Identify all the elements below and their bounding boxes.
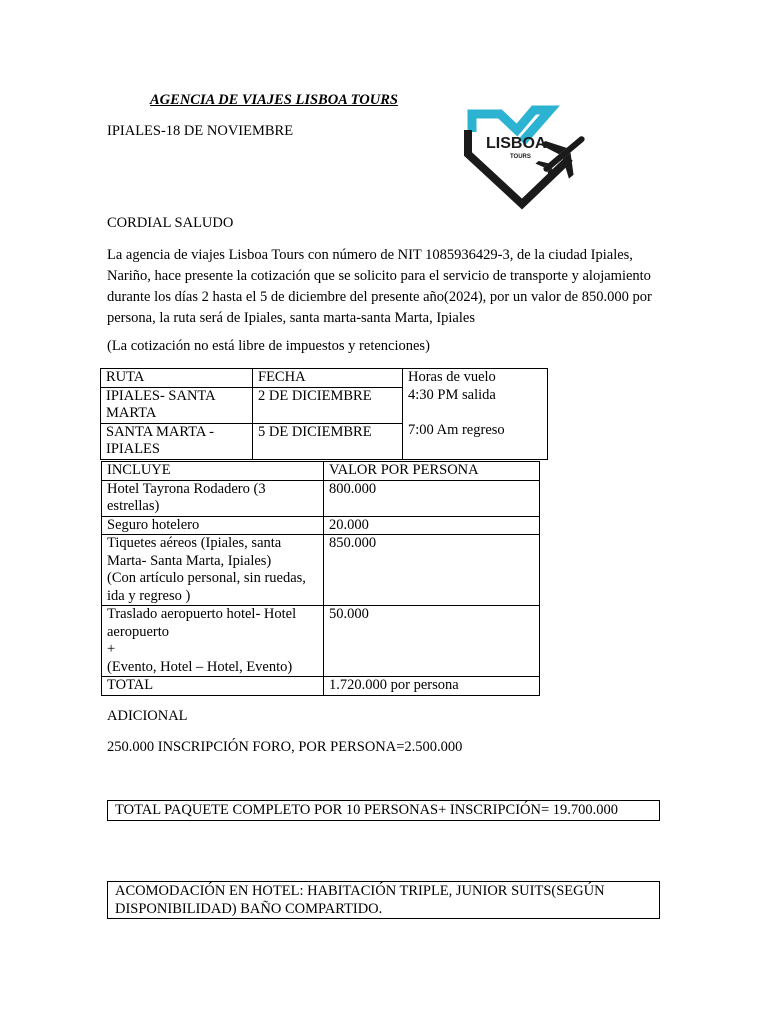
route-cell: SANTA MARTA - IPIALES <box>101 423 253 459</box>
route-cell: IPIALES- SANTA MARTA <box>101 387 253 423</box>
agency-title: AGENCIA DE VIAJES LISBOA TOURS <box>150 92 398 108</box>
value-cell: 50.000 <box>324 606 540 677</box>
total-value: 1.720.000 por persona <box>324 677 540 696</box>
price-table <box>101 461 540 696</box>
total-package-box: TOTAL PAQUETE COMPLETO POR 10 PERSONAS+ INSCRIPCIÓN= 19.700.000 <box>107 800 660 821</box>
logo-subtext: TOURS <box>510 154 531 160</box>
quotation-paragraph: La agencia de viajes Lisboa Tours con número de NIT 1085936429-3, de la ciudad Ipiales, Nariño, hace presente la cotización que se solicito para el servicio de transporte y alojamiento durante los días 2 hasta el 5 de diciembre del presente año(2024), por un valor de 850.000 por persona, la ruta será de Ipiales, santa marta-santa Marta, Ipiales <box>107 247 652 326</box>
lisboa-tours-logo <box>462 102 592 210</box>
item-cell: Hotel Tayrona Rodadero (3 estrellas) <box>102 480 324 516</box>
flight-hours-cell <box>403 369 548 460</box>
tax-note: (La cotización no está libre de impuestos y retenciones) <box>107 338 430 354</box>
hotel-accommodation-box: ACOMODACIÓN EN HOTEL: HABITACIÓN TRIPLE, JUNIOR SUITS(SEGÚN DISPONIBILIDAD) BAÑO COMPARTIDO. <box>107 881 660 919</box>
item-note: (Con artículo personal, sin ruedas, ida y regreso ) <box>107 570 306 604</box>
value-cell: 20.000 <box>324 516 540 535</box>
date-header: FECHA <box>253 369 403 388</box>
value-cell: 850.000 <box>324 535 540 606</box>
date-cell: 2 DE DICIEMBRE <box>253 387 403 423</box>
route-table <box>100 368 548 460</box>
value-header: VALOR POR PERSONA <box>324 462 540 481</box>
item-cell: Seguro hotelero <box>102 516 324 535</box>
item-text: Traslado aeropuerto hotel- Hotel aeropuerto <box>107 606 297 640</box>
item-cell <box>102 535 324 606</box>
heart-plane-logo-icon <box>462 102 592 210</box>
item-note: (Evento, Hotel – Hotel, Evento) <box>107 658 293 675</box>
flight-hours-title: Horas de vuelo <box>408 369 496 385</box>
logo-text: LISBOA <box>486 135 547 152</box>
item-plus: + <box>107 641 116 657</box>
item-text: Tiquetes aéreos (Ipiales, santa Marta- Santa Marta, Ipiales) <box>107 535 282 569</box>
date-cell: 5 DE DICIEMBRE <box>253 423 403 459</box>
greeting: CORDIAL SALUDO <box>107 215 234 231</box>
route-header: RUTA <box>101 369 253 388</box>
total-label: TOTAL <box>102 677 324 696</box>
flight-return: 7:00 Am regreso <box>408 422 505 438</box>
item-cell <box>102 606 324 677</box>
document-date: IPIALES-18 DE NOVIEMBRE <box>107 123 294 139</box>
includes-header: INCLUYE <box>102 462 324 481</box>
additional-label: ADICIONAL <box>107 708 188 724</box>
inscription-line: 250.000 INSCRIPCIÓN FORO, POR PERSONA=2.500.000 <box>107 739 463 755</box>
value-cell: 800.000 <box>324 480 540 516</box>
flight-departure: 4:30 PM salida <box>408 386 496 403</box>
